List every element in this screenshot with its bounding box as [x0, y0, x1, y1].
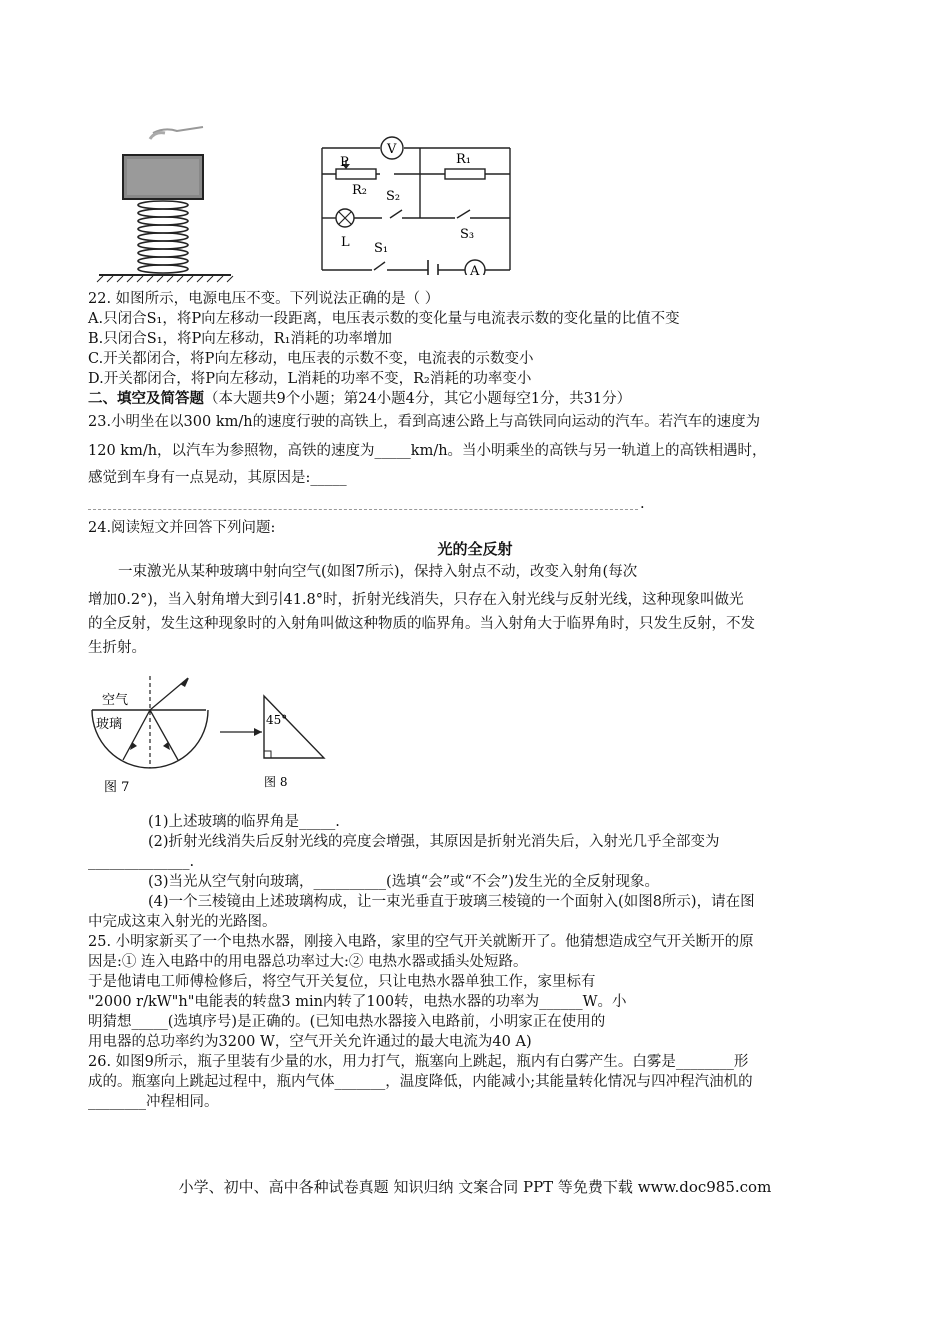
- q23-line1: 23.小明坐在以300 km/h的速度行驶的高铁上，看到高速公路上与高铁同向运动的汽车。若汽车的速度为: [88, 414, 761, 430]
- q22-option-d: D.开关都闭合，将P向左移动，L消耗的功率不变，R₂消耗的功率变小: [88, 371, 532, 387]
- q24-intro: 24.阅读短文并回答下列问题:: [88, 520, 276, 536]
- voltmeter-label: V: [387, 142, 397, 157]
- q22-stem: 22. 如图所示，电源电压不变。下列说法正确的是（ ）: [88, 291, 440, 307]
- circuit-diagram: [310, 130, 520, 275]
- q22-option-a: A.只闭合S₁，将P向左移动一段距离，电压表示数的变化量与电流表示数的变化量的比值不变: [88, 311, 680, 327]
- fig7-glass-label: 玻璃: [96, 717, 123, 732]
- section2-note: （本大题共9个小题；第24小题4分，其它小题每空1分，共31分）: [204, 391, 632, 407]
- fig8-angle-label: 45°: [266, 713, 288, 727]
- section2-title: 二、填空及简答题: [88, 390, 204, 407]
- q25-line5: 明猜想_____(选填序号)是正确的。(已知电热水器接入电路前，小明家正在使用的: [88, 1014, 606, 1030]
- q25-line2: 因是:① 连入电路中的用电器总功率过大:② 电热水器或插头处短路。: [88, 954, 528, 970]
- ammeter-label: A: [470, 264, 480, 275]
- fig8-caption: 图 8: [264, 775, 288, 789]
- q26-line3: ________冲程相同。: [88, 1094, 219, 1110]
- q25-line3: 于是他请电工师傅检修后，将空气开关复位，只让电热水器单独工作，家里标有: [88, 974, 596, 990]
- figure-7: [88, 668, 218, 798]
- q24-sub2: (2)折射光线消失后反射光线的亮度会增强，其原因是折射光消失后，入射光几乎全部变为: [148, 834, 720, 850]
- q23-line3: 感觉到车身有一点晃动，其原因是:_____: [88, 470, 347, 486]
- q25-line4: "2000 r/kW"h"电能表的转盘3 min内转了100转，电热水器的功率为______W。小: [88, 994, 627, 1010]
- s3-label: S₃: [460, 227, 475, 242]
- q24-sub2-blank: ______________.: [88, 854, 195, 870]
- spring-block-figure: [95, 125, 235, 283]
- q24-sub4: (4)一个三棱镜由上述玻璃构成，让一束光垂直于玻璃三棱镜的一个面射入(如图8所示)，请在图: [148, 894, 755, 910]
- q24-passage-p1: 一束激光从某种玻璃中射向空气(如图7所示)，保持入射点不动，改变入射角(每次: [118, 564, 638, 580]
- lamp-label: L: [341, 235, 350, 250]
- q24-sub1: (1)上述玻璃的临界角是_____.: [148, 814, 340, 830]
- page-footer: 小学、初中、高中各种试卷真题 知识归纳 文案合同 PPT 等免费下载 www.doc985.com: [178, 1178, 772, 1196]
- q24-passage-p4: 生折射。: [88, 640, 146, 656]
- q26-line1: 26. 如图9所示，瓶子里装有少量的水，用力打气，瓶塞向上跳起，瓶内有白雾产生。白雾是________形: [88, 1054, 749, 1070]
- q24-passage-title: 光的全反射: [437, 540, 513, 558]
- fig7-air-label: 空气: [102, 693, 129, 708]
- q26-line2: 成的。瓶塞向上跳起过程中，瓶内气体_______，温度降低，内能减小;其能量转化情况与四冲程汽油机的: [88, 1074, 753, 1090]
- q22-option-c: C.开关都闭合，将P向左移动，电压表的示数不变，电流表的示数变小: [88, 351, 534, 367]
- q23-line4: .: [640, 496, 645, 512]
- q25-line6: 用电器的总功率约为3200 W，空气开关允许通过的最大电流为40 A): [88, 1034, 532, 1050]
- fig7-caption: 图 7: [104, 780, 130, 795]
- figure-8: [218, 690, 328, 800]
- r2-label: R₂: [352, 183, 367, 198]
- slider-p-label: P: [340, 155, 349, 170]
- q23-line2: 120 km/h，以汽车为参照物，高铁的速度为_____km/h。当小明乘坐的高铁与另一轨道上的高铁相遇时，: [88, 443, 767, 459]
- q25-line1: 25. 小明家新买了一个电热水器，刚接入电路，家里的空气开关就断开了。他猜想造成空气开关断开的原: [88, 934, 754, 950]
- q24-passage-p3: 的全反射，发生这种现象时的入射角叫做这种物质的临界角。当入射角大于临界角时，只发生反射，不发: [88, 616, 755, 632]
- r1-label: R₁: [456, 152, 471, 167]
- q24-sub3: (3)当光从空气射向玻璃，__________(选填“会”或“不会”)发生光的全反射现象。: [148, 874, 660, 890]
- s1-label: S₁: [374, 241, 389, 256]
- section2-heading: [88, 389, 631, 409]
- q24-passage-p2: 增加0.2°)，当入射角增大到引41.8°时，折射光线消失，只存在入射光线与反射光线，这种现象叫做光: [88, 592, 744, 608]
- s2-label: S₂: [386, 189, 401, 204]
- q22-option-b: B.只闭合S₁，将P向左移动，R₁消耗的功率增加: [88, 331, 392, 347]
- q23-answer-line: [88, 509, 638, 510]
- q24-sub4-cont: 中完成这束入射光的光路图。: [88, 914, 277, 930]
